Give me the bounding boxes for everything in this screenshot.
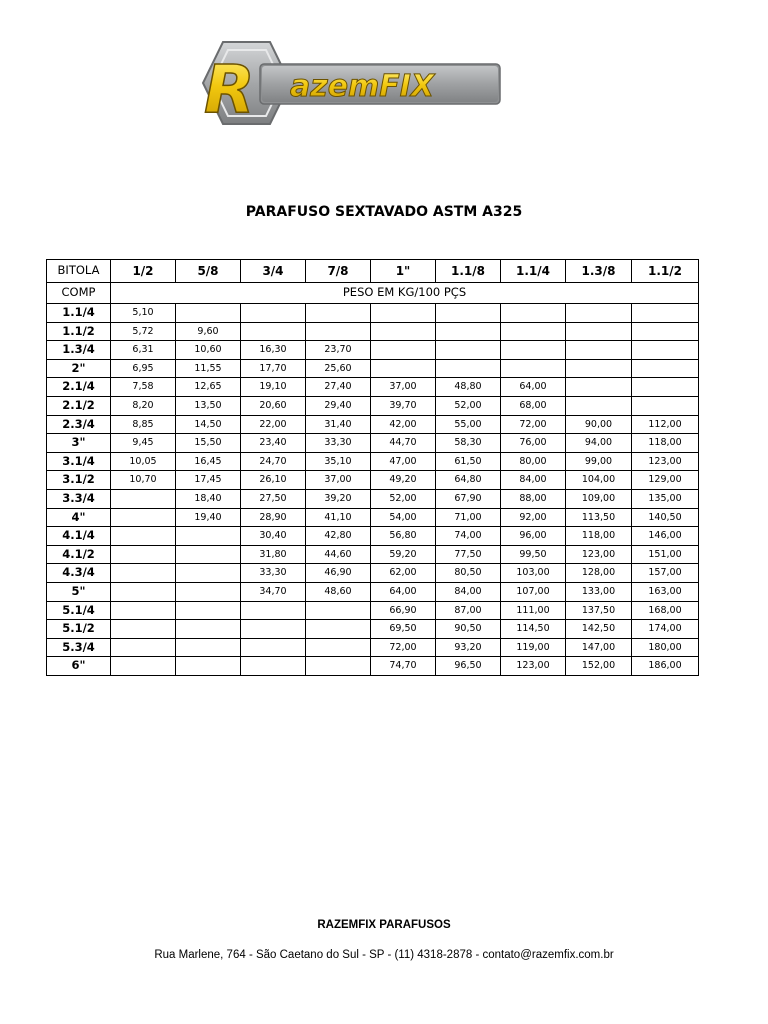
weight-cell: 15,50 xyxy=(176,434,241,453)
weight-cell: 174,00 xyxy=(632,620,699,639)
razemfix-logo xyxy=(190,38,510,128)
weight-cell xyxy=(111,638,176,657)
table-row xyxy=(47,601,699,620)
weight-cell xyxy=(111,582,176,601)
weight-cell: 23,70 xyxy=(306,341,371,360)
weight-cell: 64,00 xyxy=(371,582,436,601)
weight-cell: 157,00 xyxy=(632,564,699,583)
weight-cell xyxy=(501,304,566,323)
table-row xyxy=(47,527,699,546)
weight-cell: 104,00 xyxy=(566,471,632,490)
weight-cell xyxy=(176,620,241,639)
bitola-column-header: 7/8 xyxy=(306,260,371,283)
weight-cell: 66,90 xyxy=(371,601,436,620)
comp-cell: 5.1/2 xyxy=(47,620,111,639)
weight-cell: 90,50 xyxy=(436,620,501,639)
weight-cell: 147,00 xyxy=(566,638,632,657)
weight-cell xyxy=(241,601,306,620)
weight-cell: 123,00 xyxy=(566,545,632,564)
weight-cell: 56,80 xyxy=(371,527,436,546)
weight-cell: 74,00 xyxy=(436,527,501,546)
bitola-column-header: 1.1/8 xyxy=(436,260,501,283)
bitola-column-header: 1" xyxy=(371,260,436,283)
table-row xyxy=(47,396,699,415)
weight-cell xyxy=(436,304,501,323)
table-row xyxy=(47,378,699,397)
page-title: PARAFUSO SEXTAVADO ASTM A325 xyxy=(245,204,523,220)
weight-cell: 111,00 xyxy=(501,601,566,620)
weight-cell: 135,00 xyxy=(632,489,699,508)
weight-cell xyxy=(306,601,371,620)
weight-cell: 49,20 xyxy=(371,471,436,490)
weight-cell: 16,30 xyxy=(241,341,306,360)
weight-cell: 10,05 xyxy=(111,452,176,471)
weight-cell: 16,45 xyxy=(176,452,241,471)
weight-cell: 5,10 xyxy=(111,304,176,323)
logo-wordmark: azemFIX xyxy=(290,69,435,104)
comp-cell: 4.3/4 xyxy=(47,564,111,583)
weight-cell xyxy=(632,396,699,415)
table-row xyxy=(47,582,699,601)
weight-cell xyxy=(632,359,699,378)
comp-cell: 1.1/2 xyxy=(47,322,111,341)
weight-cell xyxy=(111,508,176,527)
weight-cell: 26,10 xyxy=(241,471,306,490)
logo-letter-r: R xyxy=(204,51,255,128)
weight-cell: 55,00 xyxy=(436,415,501,434)
weight-cell: 123,00 xyxy=(632,452,699,471)
weight-cell: 41,10 xyxy=(306,508,371,527)
table-row xyxy=(47,638,699,657)
weight-cell: 6,95 xyxy=(111,359,176,378)
bitola-column-header: 1.3/8 xyxy=(566,260,632,283)
weight-cell: 12,65 xyxy=(176,378,241,397)
weight-cell xyxy=(111,601,176,620)
weight-cell: 151,00 xyxy=(632,545,699,564)
weight-cell: 5,72 xyxy=(111,322,176,341)
comp-cell: 4.1/2 xyxy=(47,545,111,564)
footer-company: RAZEMFIX PARAFUSOS xyxy=(317,919,451,931)
weight-cell: 152,00 xyxy=(566,657,632,676)
weight-cell: 23,40 xyxy=(241,434,306,453)
weight-cell xyxy=(566,359,632,378)
weight-cell xyxy=(566,396,632,415)
weight-cell xyxy=(176,582,241,601)
weight-cell: 7,58 xyxy=(111,378,176,397)
weight-cell xyxy=(306,638,371,657)
comp-header: COMP xyxy=(47,283,111,304)
weight-cell xyxy=(371,341,436,360)
weight-cell: 9,45 xyxy=(111,434,176,453)
weight-cell: 77,50 xyxy=(436,545,501,564)
table-row xyxy=(47,341,699,360)
weight-cell xyxy=(176,601,241,620)
weight-cell: 112,00 xyxy=(632,415,699,434)
weight-cell: 84,00 xyxy=(501,471,566,490)
bitola-column-header: 5/8 xyxy=(176,260,241,283)
weight-cell: 24,70 xyxy=(241,452,306,471)
weight-cell xyxy=(306,304,371,323)
weight-cell xyxy=(632,341,699,360)
weight-cell xyxy=(632,322,699,341)
weight-cell xyxy=(176,657,241,676)
weight-cell: 90,00 xyxy=(566,415,632,434)
weight-cell: 37,00 xyxy=(371,378,436,397)
comp-cell: 6" xyxy=(47,657,111,676)
weight-cell: 64,80 xyxy=(436,471,501,490)
weight-cell: 59,20 xyxy=(371,545,436,564)
weight-cell: 39,70 xyxy=(371,396,436,415)
weight-cell: 103,00 xyxy=(501,564,566,583)
weight-cell: 13,50 xyxy=(176,396,241,415)
weight-cell xyxy=(111,620,176,639)
weight-cell: 39,20 xyxy=(306,489,371,508)
weight-unit-header: PESO EM KG/100 PÇS xyxy=(111,283,699,304)
footer-address: Rua Marlene, 764 - São Caetano do Sul - SP - (11) 4318-2878 - contato@razemfix.com.br xyxy=(154,949,614,961)
weight-cell: 33,30 xyxy=(241,564,306,583)
weight-cell: 6,31 xyxy=(111,341,176,360)
weight-cell: 42,00 xyxy=(371,415,436,434)
bitola-header: BITOLA xyxy=(47,260,111,283)
weight-cell: 94,00 xyxy=(566,434,632,453)
weight-cell: 87,00 xyxy=(436,601,501,620)
weight-cell: 99,50 xyxy=(501,545,566,564)
header-row xyxy=(47,260,699,283)
weight-cell xyxy=(241,657,306,676)
weight-cell: 118,00 xyxy=(566,527,632,546)
weight-cell xyxy=(501,359,566,378)
weight-cell: 27,40 xyxy=(306,378,371,397)
weight-cell: 72,00 xyxy=(501,415,566,434)
comp-cell: 1.1/4 xyxy=(47,304,111,323)
weight-cell xyxy=(241,620,306,639)
weight-cell: 133,00 xyxy=(566,582,632,601)
table-row xyxy=(47,564,699,583)
weight-cell: 109,00 xyxy=(566,489,632,508)
weight-cell: 30,40 xyxy=(241,527,306,546)
weight-cell xyxy=(111,564,176,583)
comp-cell: 3" xyxy=(47,434,111,453)
weight-cell xyxy=(371,304,436,323)
weight-cell xyxy=(241,304,306,323)
weight-cell: 93,20 xyxy=(436,638,501,657)
weight-cell xyxy=(111,489,176,508)
table-row xyxy=(47,434,699,453)
weight-cell xyxy=(111,527,176,546)
weight-cell xyxy=(566,322,632,341)
weight-cell: 48,60 xyxy=(306,582,371,601)
table-row xyxy=(47,657,699,676)
weight-cell: 92,00 xyxy=(501,508,566,527)
weight-cell: 128,00 xyxy=(566,564,632,583)
table-row xyxy=(47,359,699,378)
weight-cell: 46,90 xyxy=(306,564,371,583)
bitola-column-header: 1.1/2 xyxy=(632,260,699,283)
weight-cell: 35,10 xyxy=(306,452,371,471)
weight-cell: 67,90 xyxy=(436,489,501,508)
weight-cell: 80,50 xyxy=(436,564,501,583)
table-row xyxy=(47,545,699,564)
weight-cell: 29,40 xyxy=(306,396,371,415)
bitola-column-header: 3/4 xyxy=(241,260,306,283)
weight-cell xyxy=(501,322,566,341)
weight-cell xyxy=(371,359,436,378)
weight-cell: 25,60 xyxy=(306,359,371,378)
weight-cell: 163,00 xyxy=(632,582,699,601)
weight-cell xyxy=(371,322,436,341)
weight-cell xyxy=(436,341,501,360)
weight-cell xyxy=(566,378,632,397)
weight-cell xyxy=(632,304,699,323)
weight-cell: 61,50 xyxy=(436,452,501,471)
weight-cell: 18,40 xyxy=(176,489,241,508)
comp-cell: 2.3/4 xyxy=(47,415,111,434)
weight-cell: 44,60 xyxy=(306,545,371,564)
weight-cell: 88,00 xyxy=(501,489,566,508)
weight-cell: 20,60 xyxy=(241,396,306,415)
weight-cell: 137,50 xyxy=(566,601,632,620)
weight-cell: 22,00 xyxy=(241,415,306,434)
table-row xyxy=(47,508,699,527)
weight-cell: 27,50 xyxy=(241,489,306,508)
weight-cell: 47,00 xyxy=(371,452,436,471)
weight-cell: 96,00 xyxy=(501,527,566,546)
comp-cell: 2.1/4 xyxy=(47,378,111,397)
weight-cell: 33,30 xyxy=(306,434,371,453)
comp-cell: 2" xyxy=(47,359,111,378)
weight-cell: 96,50 xyxy=(436,657,501,676)
weight-cell: 72,00 xyxy=(371,638,436,657)
weight-cell: 19,40 xyxy=(176,508,241,527)
weight-cell xyxy=(306,657,371,676)
weight-cell: 107,00 xyxy=(501,582,566,601)
weight-cell xyxy=(176,638,241,657)
weight-cell xyxy=(111,657,176,676)
table-row xyxy=(47,415,699,434)
weight-cell xyxy=(176,564,241,583)
weight-cell xyxy=(176,527,241,546)
weight-cell: 80,00 xyxy=(501,452,566,471)
weight-cell xyxy=(566,341,632,360)
weight-cell: 58,30 xyxy=(436,434,501,453)
comp-cell: 4.1/4 xyxy=(47,527,111,546)
weight-cell: 10,60 xyxy=(176,341,241,360)
weight-cell xyxy=(501,341,566,360)
weight-cell: 42,80 xyxy=(306,527,371,546)
weight-cell: 140,50 xyxy=(632,508,699,527)
weight-cell: 71,00 xyxy=(436,508,501,527)
comp-cell: 3.3/4 xyxy=(47,489,111,508)
weight-cell xyxy=(176,304,241,323)
weight-cell: 84,00 xyxy=(436,582,501,601)
weight-cell: 34,70 xyxy=(241,582,306,601)
table-row xyxy=(47,620,699,639)
comp-cell: 3.1/2 xyxy=(47,471,111,490)
weight-cell xyxy=(436,322,501,341)
weight-cell: 37,00 xyxy=(306,471,371,490)
comp-cell: 5.3/4 xyxy=(47,638,111,657)
weight-table xyxy=(46,259,699,676)
weight-cell: 14,50 xyxy=(176,415,241,434)
weight-cell: 76,00 xyxy=(501,434,566,453)
weight-cell: 123,00 xyxy=(501,657,566,676)
weight-cell: 10,70 xyxy=(111,471,176,490)
table-row xyxy=(47,452,699,471)
bitola-column-header: 1/2 xyxy=(111,260,176,283)
weight-cell xyxy=(176,545,241,564)
bitola-column-header: 1.1/4 xyxy=(501,260,566,283)
weight-cell: 54,00 xyxy=(371,508,436,527)
weight-cell: 17,45 xyxy=(176,471,241,490)
weight-cell xyxy=(241,322,306,341)
weight-cell: 186,00 xyxy=(632,657,699,676)
weight-cell: 44,70 xyxy=(371,434,436,453)
weight-cell xyxy=(566,304,632,323)
weight-cell: 69,50 xyxy=(371,620,436,639)
comp-cell: 5.1/4 xyxy=(47,601,111,620)
weight-cell: 62,00 xyxy=(371,564,436,583)
weight-cell: 17,70 xyxy=(241,359,306,378)
weight-cell: 48,80 xyxy=(436,378,501,397)
weight-cell xyxy=(436,359,501,378)
weight-cell: 52,00 xyxy=(436,396,501,415)
table-row xyxy=(47,471,699,490)
weight-cell xyxy=(306,322,371,341)
weight-cell: 168,00 xyxy=(632,601,699,620)
weight-cell: 74,70 xyxy=(371,657,436,676)
weight-cell: 31,40 xyxy=(306,415,371,434)
weight-cell xyxy=(241,638,306,657)
weight-cell: 31,80 xyxy=(241,545,306,564)
table-row xyxy=(47,322,699,341)
weight-cell xyxy=(632,378,699,397)
comp-cell: 5" xyxy=(47,582,111,601)
weight-cell: 9,60 xyxy=(176,322,241,341)
weight-cell: 8,20 xyxy=(111,396,176,415)
weight-cell: 142,50 xyxy=(566,620,632,639)
weight-cell: 118,00 xyxy=(632,434,699,453)
subheader-row xyxy=(47,283,699,304)
weight-cell: 19,10 xyxy=(241,378,306,397)
weight-cell: 8,85 xyxy=(111,415,176,434)
weight-cell: 52,00 xyxy=(371,489,436,508)
weight-cell: 64,00 xyxy=(501,378,566,397)
weight-cell: 180,00 xyxy=(632,638,699,657)
comp-cell: 4" xyxy=(47,508,111,527)
weight-cell: 129,00 xyxy=(632,471,699,490)
weight-cell xyxy=(306,620,371,639)
weight-cell: 28,90 xyxy=(241,508,306,527)
weight-cell: 113,50 xyxy=(566,508,632,527)
comp-cell: 2.1/2 xyxy=(47,396,111,415)
weight-cell: 99,00 xyxy=(566,452,632,471)
weight-cell: 146,00 xyxy=(632,527,699,546)
weight-cell: 68,00 xyxy=(501,396,566,415)
weight-cell: 114,50 xyxy=(501,620,566,639)
weight-cell xyxy=(111,545,176,564)
comp-cell: 3.1/4 xyxy=(47,452,111,471)
weight-cell: 11,55 xyxy=(176,359,241,378)
comp-cell: 1.3/4 xyxy=(47,341,111,360)
weight-cell: 119,00 xyxy=(501,638,566,657)
table-row xyxy=(47,489,699,508)
table-row xyxy=(47,304,699,323)
